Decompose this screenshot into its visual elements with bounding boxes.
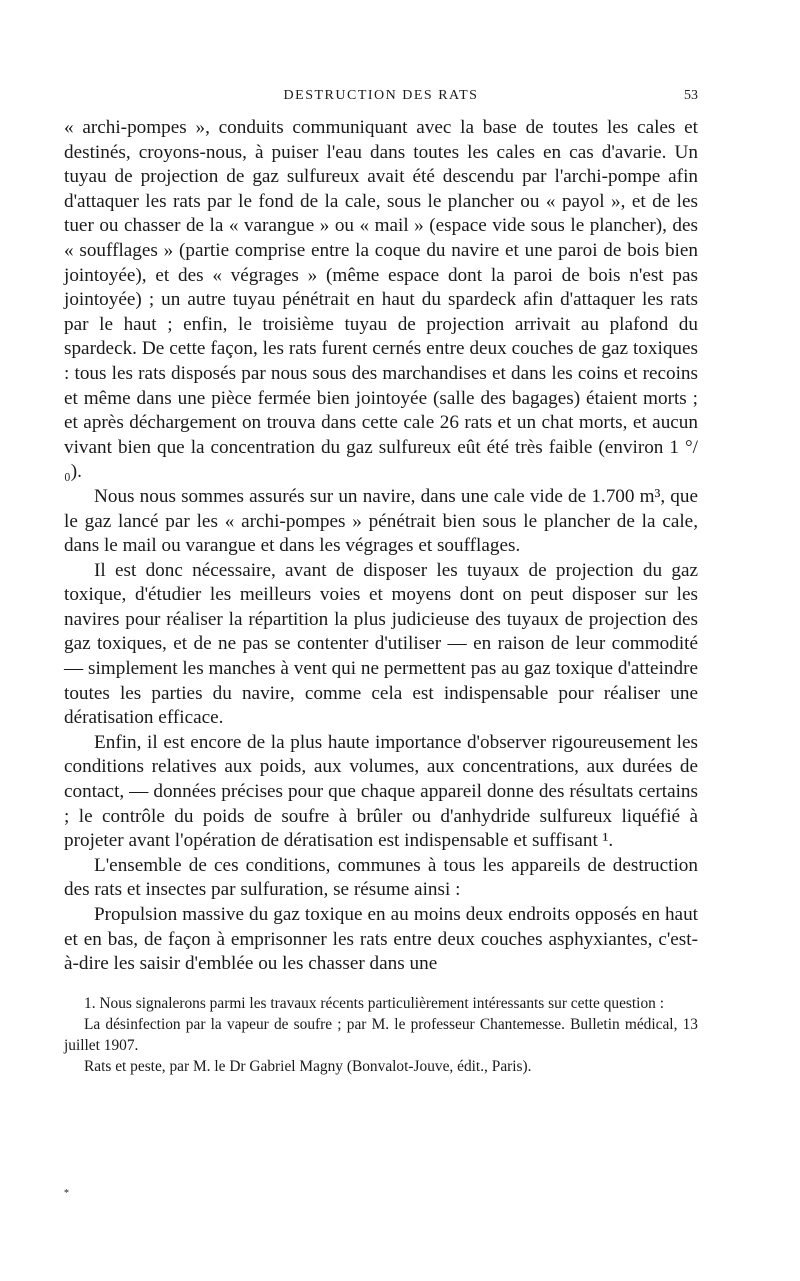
page bbox=[64, 88, 698, 1077]
paragraph-4: Enfin, il est encore de la plus haute importance d'observer rigoureusement les conditions relatives aux poids, aux volumes, aux concentrations, aux durées de contact, — données précises pour que chaque appareil donne des résultats certains ; le contrôle du poids de soufre à brûler ou d'anhydride sulfureux liquéfié à projeter avant l'opération de dératisation est indispensable et suffisant ¹. bbox=[64, 731, 698, 852]
footnotes bbox=[64, 993, 698, 1077]
running-head bbox=[64, 88, 698, 116]
paragraph-6: Propulsion massive du gaz toxique en au moins deux endroits opposés en haut et en bas, de façon à emprisonner les rats entre deux couches asphyxiantes, c'est-à-dire les saisir d'emblée ou les chasser dans une bbox=[64, 904, 698, 975]
paragraph-3: Il est donc nécessaire, avant de disposer les tuyaux de projection du gaz toxique, d'étudier les meilleurs voies et moyens dont on peut disposer sur les navires pour réaliser la répartition la plus judicieuse des tuyaux de projection des gaz toxiques, et de ne pas se contenter d'utiliser — en raison de leur commodité — simplement les manches à vent qui ne permettent pas au gaz toxique d'atteindre toutes les parties du navire, comme cela est indispensable pour réaliser une dératisation efficace. bbox=[64, 559, 698, 729]
footnote-ref-2: Rats et peste, par M. le Dr Gabriel Magny (Bonvalot-Jouve, édit., Paris). bbox=[84, 1057, 532, 1075]
paragraph-5: L'ensemble de ces conditions, communes à tous les appareils de destruction des rats et insectes par sulfuration, se résume ainsi : bbox=[64, 854, 698, 901]
footnote-1: 1. Nous signalerons parmi les travaux récents particulièrement intéressants sur cette question : bbox=[84, 994, 664, 1012]
paragraph-2: Nous nous sommes assurés sur un navire, dans une cale vide de 1.700 m³, que le gaz lancé par les « archi-pompes » pénétrait bien sous le plancher de la cale, dans le mail ou varangue et dans les végrages et soufflages. bbox=[64, 485, 698, 557]
footnote-ref-1: La désinfection par la vapeur de soufre ; par M. le professeur Chantemesse. Bulletin médical, 13 juillet 1907. bbox=[64, 1015, 698, 1054]
page-number: 53 bbox=[684, 88, 698, 103]
bottom-mark: * bbox=[64, 1188, 69, 1199]
paragraph-1: « archi-pompes », conduits communiquant avec la base de toutes les cales et destinés, croyons-nous, à puiser l'eau dans toutes les cales en cas d'avarie. Un tuyau de projection de gaz sulfureux avait été descendu par l'archi-pompe afin d'attaquer les rats par le fond de la cale, sous le plancher ou « payol », et de les tuer ou chasser de la « varangue » ou « mail » (espace vide sous le plancher), des « soufflages » (partie comprise entre la coque du navire et une paroi de bois bien jointoyée), et des « végrages » (même espace dont la paroi de bois n'est pas jointoyée) ; un autre tuyau pénétrait en haut du spardeck afin d'attaquer les rats par le haut ; enfin, le troisième tuyau de projection arrivait au plafond du spardeck. De cette façon, les rats furent cernés entre deux couches de gaz toxiques : tous les rats disposés par nous sous des marchandises et dans les coins et recoins et même dans une pièce fermée bien jointoyée (salle des bagages) étaient morts ; et après déchargement on trouva dans cette cale 26 rats et un chat morts, et aucun vivant bien que la concentration du gaz sulfureux eût été très faible (environ 1 °/₀). bbox=[64, 117, 698, 483]
running-title: DESTRUCTION DES RATS bbox=[283, 88, 479, 103]
body-text bbox=[64, 116, 698, 977]
